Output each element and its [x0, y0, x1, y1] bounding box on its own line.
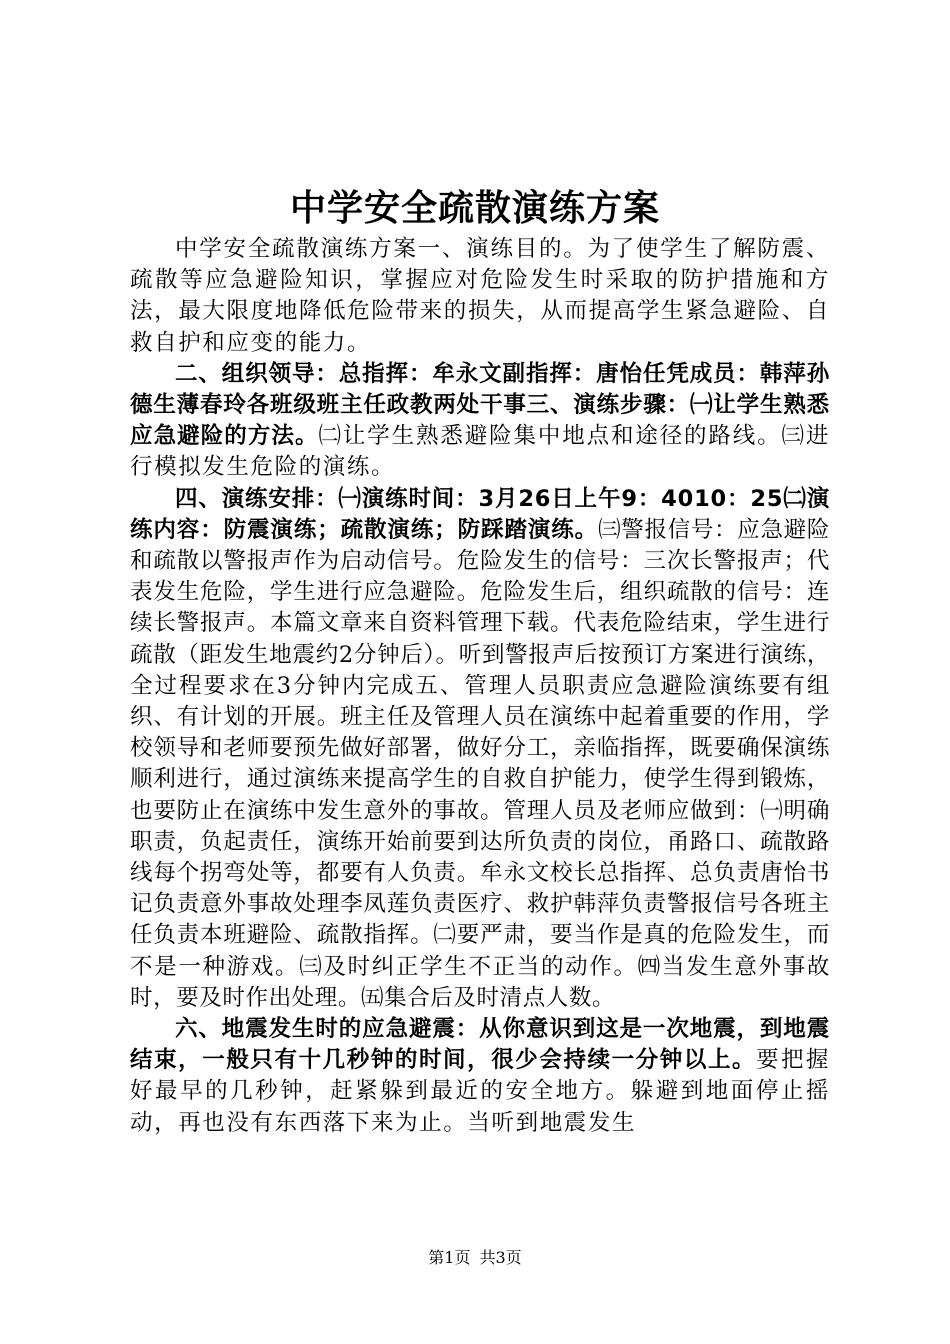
document-title: 中学安全疏散演练方案 — [289, 188, 660, 229]
paragraph-organization-bold: 二、组织领导：总指挥：牟永文副指挥：唐怡任凭成员：韩萍孙德生薄春玲各班级班主任政教两处干事三、演练步骤：㈠让学生熟悉应急避险的方法。 — [130, 360, 830, 450]
paragraph-purpose: 中学安全疏散演练方案一、演练目的。为了使学生了解防震、疏散等应急避险知识，掌握应对危险发生时采取的防护措施和方法，最大限度地降低危险带来的损失，从而提高学生紧急避险、自救自护和应变的能力。 — [130, 236, 830, 356]
paragraph-organization-text: ㈡让学生熟悉避险集中地点和途径的路线。㈢进行模拟发生危险的演练。 — [130, 423, 830, 481]
paragraph-earthquake — [130, 1014, 830, 1139]
page-number: 第1页 — [428, 1248, 471, 1267]
paragraph-earthquake-text: 要把握好最早的几秒钟，赶紧躲到最近的安全地方。躲避到地面停止摇动，再也没有东西落下来为止。当听到地震发生 — [130, 1047, 830, 1136]
paragraph-arrangement — [130, 484, 830, 1014]
paragraph-arrangement-text: ㈢警报信号：应急避险和疏散以警报声作为启动信号。危险发生的信号：三次长警报声；代表发生危险，学生进行应急避险。危险发生后，组织疏散的信号：连续长警报声。本篇文章来自资料管理下载。代表危险结束，学生进行疏散（距发生地震约2分钟后）。听到警报声后按预订方案进行演练，全过程要求在3分钟内完成五、管理人员职责应急避险演练要有组织、有计划的开展。班主任及管理人员在演练中起着重要的作用，学校领导和老师要预先做好部署，做好分工，亲临指挥，既要确保演练顺利进行，通过演练来提高学生的自救自护能力，使学生得到锻炼，也要防止在演练中发生意外的事故。管理人员及老师应做到：㈠明确职责，负起责任，演练开始前要到达所负责的岗位，甬路口、疏散路线每个拐弯处等，都要有人负责。牟永文校长总指挥、总负责唐怡书记负责意外事故处理李凤莲负责医疗、救护韩萍负责警报信号各班主任负责本班避险、疏散指挥。㈡要严肃，要当作是真的危险发生，而不是一种游戏。㈢及时纠正学生不正当的动作。㈣当发生意外事故时，要及时作出处理。㈤集合后及时清点人数。 — [130, 516, 830, 1011]
page-footer — [0, 1245, 950, 1268]
document-body — [130, 234, 830, 1139]
paragraph-organization — [130, 359, 830, 484]
page-total: 共3页 — [479, 1248, 522, 1267]
paragraph-earthquake-bold: 六、地震发生时的应急避震：从你意识到这是一次地震，到地震结束，一般只有十几秒钟的时间，很少会持续一分钟以上。 — [130, 1016, 830, 1074]
paragraph-arrangement-bold: 四、演练安排：㈠演练时间：3月26日上午9：4010：25㈡演练内容：防震演练；疏散演练；防踩踏演练。 — [130, 485, 830, 543]
